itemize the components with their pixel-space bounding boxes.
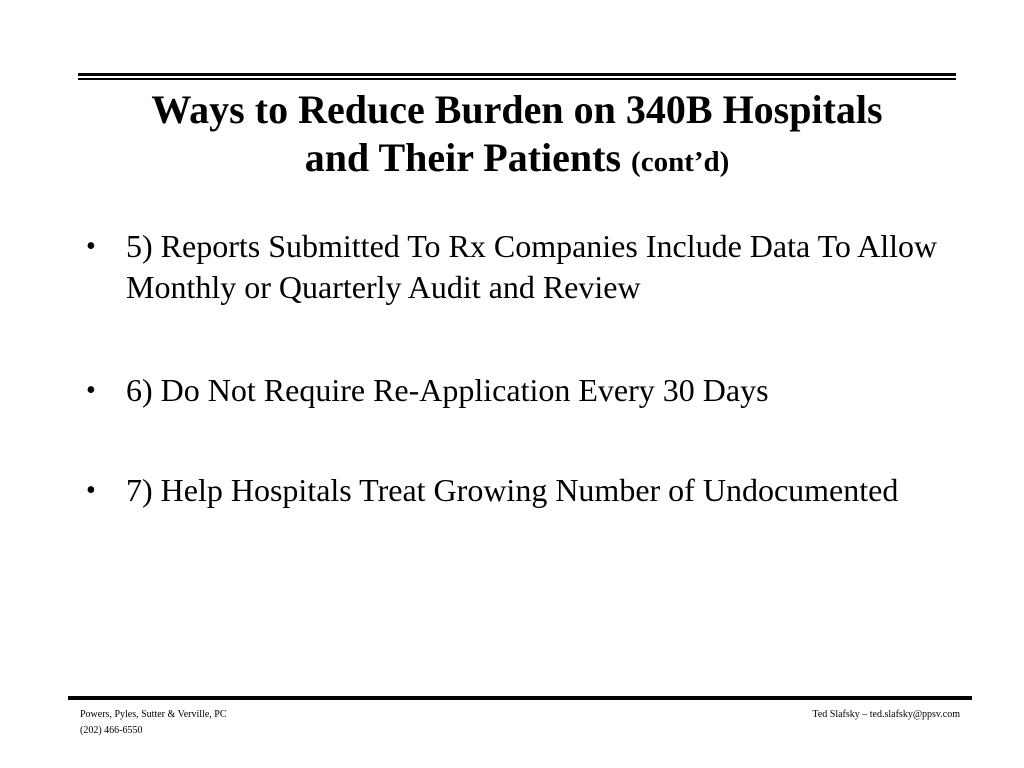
- slide-title-line1: Ways to Reduce Burden on 340B Hospitals: [151, 87, 883, 132]
- bullet-dot-icon: •: [86, 475, 96, 506]
- bullet-dot-icon: •: [86, 231, 96, 262]
- bullet-list: [86, 226, 946, 511]
- bullet-text: 7) Help Hospitals Treat Growing Number of Undocumented: [126, 472, 899, 508]
- bullet-text: 6) Do Not Require Re-Application Every 30 Days: [126, 372, 769, 408]
- title-top-rule-thin: [78, 78, 956, 80]
- bullet-item: [86, 226, 946, 308]
- slide-title-suffix: (cont’d): [631, 146, 730, 178]
- bullet-text: 5) Reports Submitted To Rx Companies Include Data To Allow Monthly or Quarterly Audit and Review: [126, 228, 938, 305]
- footer-firm-name: Powers, Pyles, Sutter & Verville, PC: [80, 709, 227, 720]
- slide-title: [78, 86, 956, 186]
- footer-phone: (202) 466-6550: [80, 725, 143, 736]
- bullet-item: [86, 470, 946, 511]
- bullet-dot-icon: •: [86, 375, 96, 406]
- slide-title-line2: and Their Patients: [304, 135, 622, 180]
- title-top-rule: [78, 73, 956, 76]
- bullet-item: [86, 370, 946, 411]
- footer-left: [80, 707, 226, 739]
- footer-rule: [68, 696, 972, 700]
- footer-contact: Ted Slafsky – ted.slafsky@ppsv.com: [812, 709, 960, 720]
